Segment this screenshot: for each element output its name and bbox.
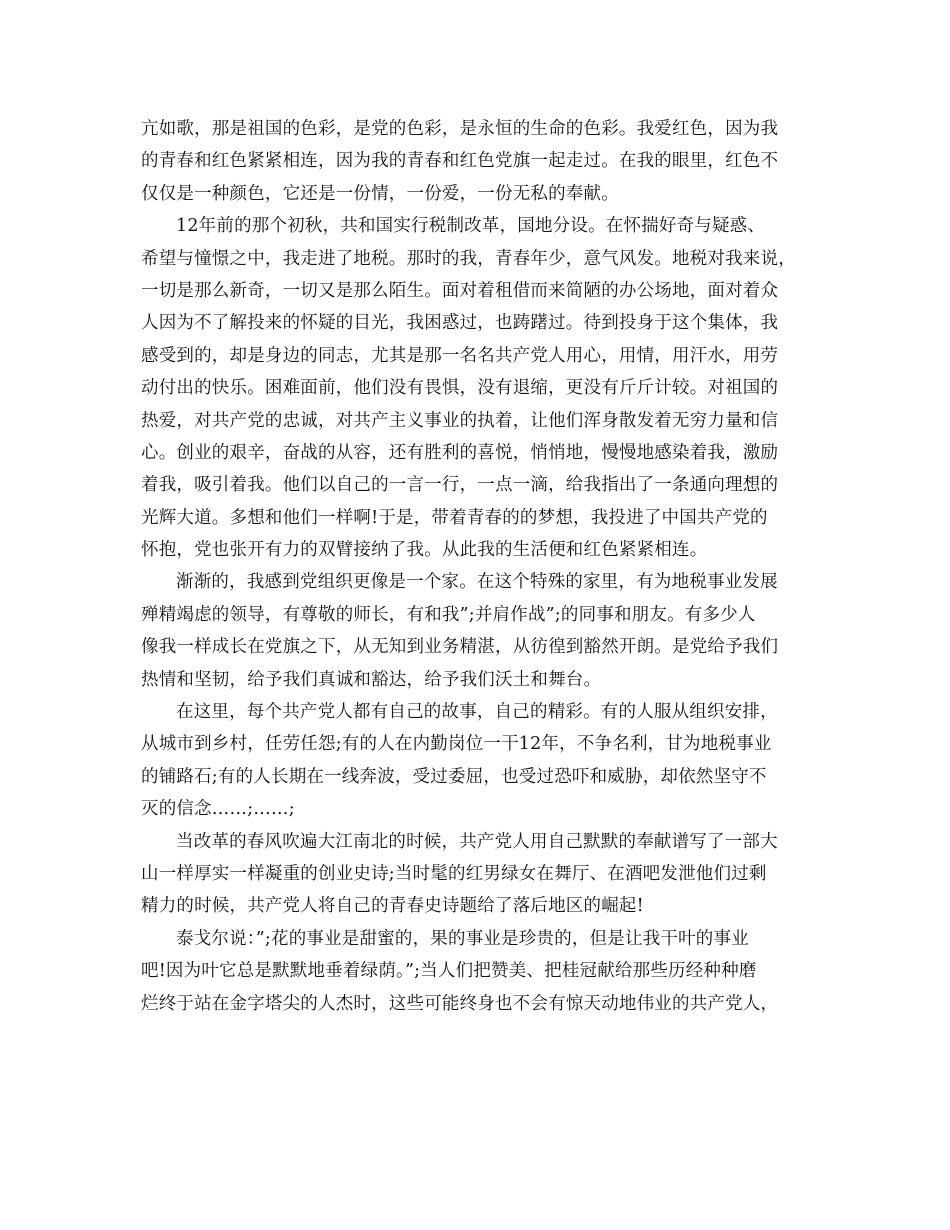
text-line: 动付出的快乐。困难面前，他们没有畏惧，没有退缩，更没有斤斤计较。对祖国的 <box>141 378 779 399</box>
text-line: 的青春和红色紧紧相连，因为我的青春和红色党旗一起走过。在我的眼里，红色不 <box>141 151 779 172</box>
text-line: 感受到的，却是身边的同志，尤其是那一名名共产党人用心，用情，用汗水，用劳 <box>141 345 779 366</box>
text-line: 希望与憧憬之中，我走进了地税。那时的我，青春年少，意气风发。地税对我来说， <box>141 248 796 269</box>
text-line: 山一样厚实一样凝重的创业史诗;当时髦的红男绿女在舞厅、在酒吧发泄他们过剩 <box>141 863 767 884</box>
text-line: 烂终于站在金字塔尖的人杰时，这些可能终身也不会有惊天动地伟业的共产党人， <box>141 993 779 1014</box>
text-line: 吧!因为叶它总是默默地垂着绿荫。”;当人们把赞美、把桂冠献给那些历经种种磨 <box>141 961 757 982</box>
text-line: 像我一样成长在党旗之下，从无知到业务精湛，从彷徨到豁然开朗。是党给予我们 <box>141 637 779 658</box>
text-line: 一切是那么新奇，一切又是那么陌生。面对着租借而来简陋的办公场地，面对着众 <box>141 280 779 301</box>
text-line: 精力的时候，共产党人将自己的青春史诗题给了落后地区的崛起! <box>141 896 644 917</box>
text-line: 着我，吸引着我。他们以自己的一言一行，一点一滴，给我指出了一条通向理想的 <box>141 475 779 496</box>
text-line: 的铺路石;有的人长期在一线奔波，受过委屈，也受过恐吓和威胁，却依然坚守不 <box>141 766 767 787</box>
text-line: 仅仅是一种颜色，它还是一份情，一份爱，一份无私的奉献。 <box>141 183 619 204</box>
body-text <box>141 113 841 1020</box>
text-line: 热情和坚韧，给予我们真诚和豁达，给予我们沃土和舞台。 <box>141 669 602 690</box>
paragraph-first-line: 泰戈尔说：”;花的事业是甜蜜的，果的事业是珍贵的，但是让我干叶的事业 <box>176 928 749 949</box>
text-line: 殚精竭虑的领导，有尊敬的师长，有和我”;并肩作战”;的同事和朋友。有多少人 <box>141 604 756 625</box>
paragraph-first-line: 渐渐的，我感到党组织更像是一个家。在这个特殊的家里，有为地税事业发展 <box>176 572 778 593</box>
paragraph-first-line: 当改革的春风吹遍大江南北的时候，共产党人用自己默默的奉献谱写了一部大 <box>176 831 778 852</box>
text-line: 灭的信念……;……; <box>141 799 295 820</box>
paragraph-first-line: 在这里，每个共产党人都有自己的故事，自己的精彩。有的人服从组织安排， <box>176 702 778 723</box>
text-line: 热爱，对共产党的忠诚，对共产主义事业的执着，让他们浑身散发着无穷力量和信 <box>141 410 779 431</box>
text-line: 怀抱，党也张开有力的双臂接纳了我。从此我的生活便和红色紧紧相连。 <box>141 540 708 561</box>
text-line: 亢如歌，那是祖国的色彩，是党的色彩，是永恒的生命的色彩。我爱红色，因为我 <box>141 119 779 139</box>
text-line: 人因为不了解投来的怀疑的目光，我困惑过，也踌躇过。待到投身于这个集体，我 <box>141 313 779 334</box>
text-line: 心。创业的艰辛，奋战的从容，还有胜利的喜悦，悄悄地，慢慢地感染着我，激励 <box>141 442 779 463</box>
text-line: 从城市到乡村，任劳任怨;有的人在内勤岗位一干12年，不争名利，甘为地税事业 <box>141 734 772 755</box>
text-line: 光辉大道。多想和他们一样啊!于是，带着青春的的梦想，我投进了中国共产党的 <box>141 507 768 528</box>
paragraph-first-line: 12年前的那个初秋，共和国实行税制改革，国地分设。在怀揣好奇与疑惑、 <box>176 216 766 237</box>
